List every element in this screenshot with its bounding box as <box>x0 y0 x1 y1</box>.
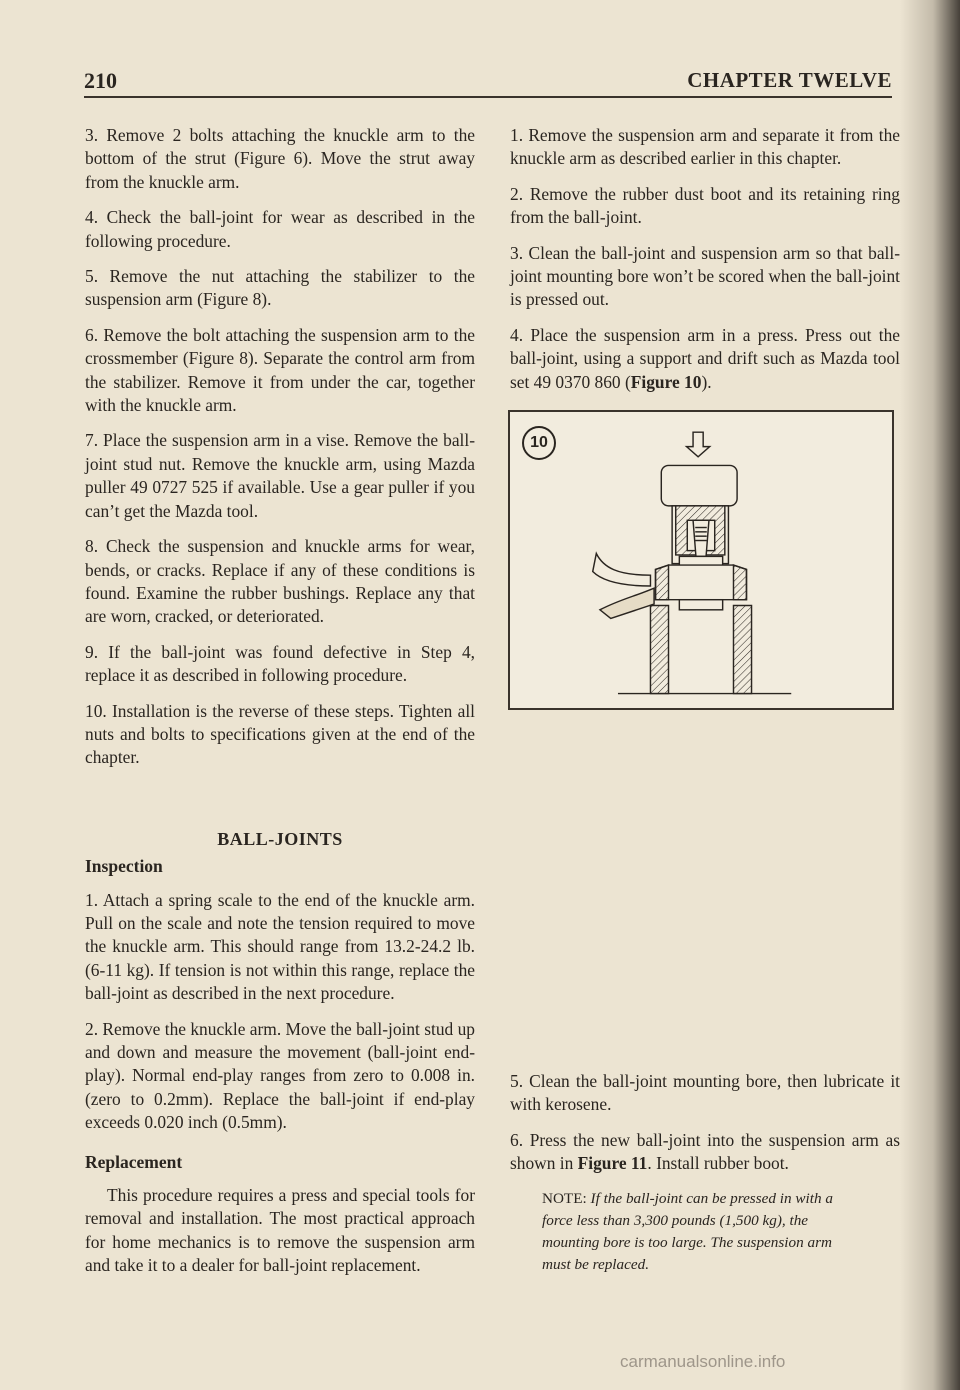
step-paragraph: 3. Clean the ball-joint and suspension arm so that ball-joint mounting bore won’t be scored when the ball-joint is pressed out. <box>510 242 900 310</box>
figure-10 <box>508 410 894 710</box>
figure-number-badge: 10 <box>522 426 556 460</box>
ball-joint-press-diagram <box>510 412 892 708</box>
step4-end: ). <box>701 371 712 392</box>
note-box <box>542 1188 862 1276</box>
step6-text: 6. Press the new ball-joint into the suspension arm as shown in <box>510 1129 900 1174</box>
inspection-step: 1. Attach a spring scale to the end of the knuckle arm. Pull on the scale and note the tension required to move the knuckle arm. This should range from 13.2-24.2 lb. (6-11 kg). If tension is not within this range, replace the ball-joint as described in the next procedure. <box>85 889 475 1004</box>
page-number: 210 <box>84 68 117 93</box>
inspection-step: 2. Remove the knuckle arm. Move the ball-joint stud up and down and measure the movement (ball-joint end-play). Normal end-play ranges from zero to 0.008 in. (zero to 0.2mm). Replace the ball-joint if end-play exceeds 0.020 inch (0.5mm). <box>85 1018 475 1133</box>
step-paragraph: 5. Remove the nut attaching the stabilizer to the suspension arm (Figure 8). <box>85 266 475 310</box>
chapter-title: CHAPTER TWELVE <box>687 68 892 92</box>
left-column <box>85 124 475 1290</box>
replacement-intro: This procedure requires a press and special tools for removal and installation. The most practical approach for home mechanics is to remove the suspension arm and take it to a dealer for ball-joint replacement. <box>85 1185 475 1276</box>
step-paragraph: 4. Check the ball-joint for wear as described in the following procedure. <box>85 207 475 251</box>
figure-reference[interactable]: Figure 11 <box>577 1153 648 1174</box>
suspension-arm <box>593 554 654 619</box>
step-paragraph: 3. Remove 2 bolts attaching the knuckle arm to the bottom of the strut (Figure 6). Move the strut away from the knuckle arm. <box>85 125 475 192</box>
support-tool <box>650 605 751 693</box>
step-paragraph-6 <box>510 1129 900 1176</box>
step4-text: 4. Place the suspension arm in a press. Press out the ball-joint, using a support and drift such as Mazda tool set 49 0370 860 ( <box>510 324 900 392</box>
note-text: If the ball-joint can be pressed in with a force less than 3,300 pounds (1,500 kg), the mounting bore is too large. The suspension arm must be replaced. <box>542 1189 833 1273</box>
step-paragraph: 9. If the ball-joint was found defective in Step 4, replace it as described in following procedure. <box>85 641 475 686</box>
subheading-inspection: Inspection <box>85 856 163 877</box>
right-column-lower <box>510 1070 900 1276</box>
right-column <box>510 124 900 406</box>
step-paragraph-4 <box>510 324 900 394</box>
note-label: NOTE: <box>542 1189 591 1207</box>
step6-end: . Install rubber boot. <box>647 1153 789 1174</box>
watermark: carmanualsonline.info <box>620 1352 786 1371</box>
step-paragraph: 7. Place the suspension arm in a vise. Remove the ball-joint stud nut. Remove the knuckle arm, using Mazda puller 49 0727 525 if available. Use a gear puller if you can’t get the Mazda tool. <box>85 430 475 521</box>
page-header <box>84 62 892 98</box>
figure-reference[interactable]: Figure 10 <box>630 371 702 392</box>
page-edge-shadow <box>900 0 960 1390</box>
ball-joint-housing <box>656 565 747 610</box>
step-paragraph: 8. Check the suspension and knuckle arms for wear, bends, or cracks. Replace if any of these conditions is found. Examine the rubber bushings. Replace any that are worn, cracked, or deteriorated. <box>85 536 475 627</box>
subheading-replacement: Replacement <box>85 1151 183 1172</box>
step-paragraph: 1. Remove the suspension arm and separate it from the knuckle arm as described earlier in this chapter. <box>510 125 900 169</box>
step-paragraph: 2. Remove the rubber dust boot and its retaining ring from the ball-joint. <box>510 183 900 228</box>
step-paragraph: 5. Clean the ball-joint mounting bore, then lubricate it with kerosene. <box>510 1071 900 1115</box>
step-paragraph: 6. Remove the bolt attaching the suspension arm to the crossmember (Figure 8). Separate the control arm from the stabilizer. Remove it from under the car, together with the knuckle arm. <box>85 324 475 416</box>
press-direction-arrow <box>687 432 710 457</box>
step-paragraph: 10. Installation is the reverse of these steps. Tighten all nuts and bolts to specifications given at the end of the chapter. <box>85 700 475 768</box>
section-heading-ball-joints: BALL-JOINTS <box>217 828 343 849</box>
